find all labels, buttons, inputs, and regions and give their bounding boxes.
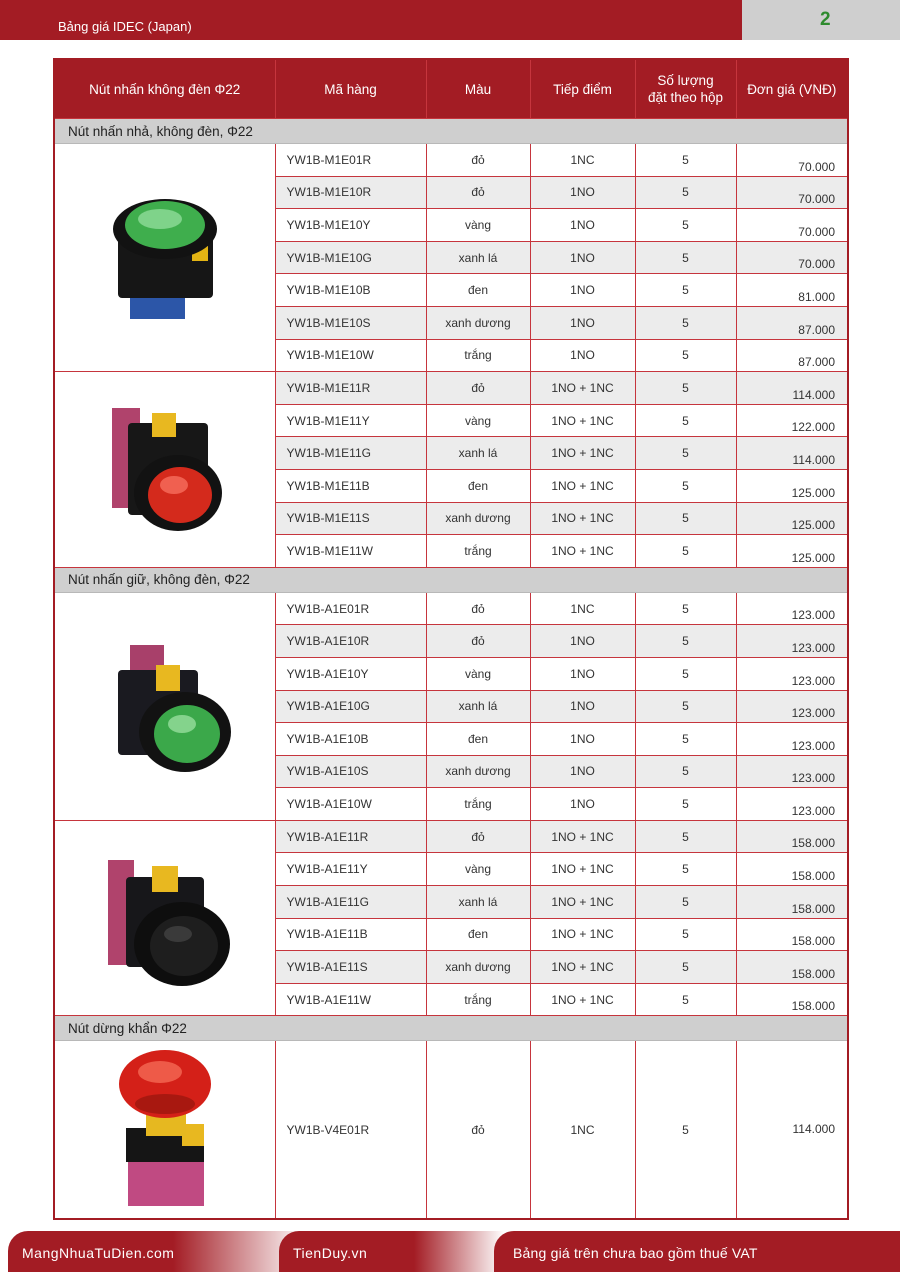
box-qty-cell: 5 [635,176,736,209]
unit-price-cell: 158.000 [736,951,848,984]
contact-cell: 1NO + 1NC [530,886,635,919]
product-code-cell: YW1B-M1E10R [275,176,426,209]
box-qty-cell: 5 [635,983,736,1016]
box-qty-cell: 5 [635,853,736,886]
unit-price-cell: 81.000 [736,274,848,307]
color-cell: xanh lá [426,241,530,274]
color-cell: đỏ [426,176,530,209]
unit-price-cell: 123.000 [736,657,848,690]
green-maintained-pushbutton-image [54,592,275,820]
box-qty-cell: 5 [635,625,736,658]
column-header-product: Nút nhấn không đèn Φ22 [54,59,275,119]
price-table [53,58,849,1220]
footer-note-block [494,1231,900,1272]
box-qty-cell: 5 [635,918,736,951]
page-number-box [742,0,900,40]
contact-cell: 1NO + 1NC [530,404,635,437]
color-cell: vàng [426,209,530,242]
product-code-cell: YW1B-M1E10W [275,339,426,372]
contact-cell: 1NO [530,176,635,209]
contact-cell: 1NC [530,592,635,625]
product-code-cell: YW1B-M1E11W [275,535,426,568]
color-cell: đen [426,469,530,502]
contact-cell: 1NO [530,788,635,821]
table-row [54,592,848,625]
product-code-cell: YW1B-A1E10G [275,690,426,723]
box-qty-cell: 5 [635,788,736,821]
section-title: Nút dừng khẩn Φ22 [54,1016,848,1041]
color-cell: trắng [426,788,530,821]
color-cell: xanh lá [426,437,530,470]
footer-site1-block [8,1231,308,1272]
box-qty-cell: 5 [635,755,736,788]
color-cell: đen [426,723,530,756]
top-header-bar [0,0,742,40]
unit-price-cell: 70.000 [736,144,848,177]
contact-cell: 1NO + 1NC [530,983,635,1016]
unit-price-cell: 123.000 [736,723,848,756]
unit-price-cell: 122.000 [736,404,848,437]
contact-cell: 1NO + 1NC [530,535,635,568]
contact-cell: 1NO [530,274,635,307]
section-header-row [54,1016,848,1041]
box-qty-cell: 5 [635,372,736,405]
emergency-stop-button-image [54,1041,275,1220]
color-cell: vàng [426,853,530,886]
color-cell: xanh dương [426,502,530,535]
unit-price-cell: 123.000 [736,625,848,658]
red-flush-pushbutton-image [54,372,275,568]
unit-price-cell: 158.000 [736,853,848,886]
table-body [54,119,848,1220]
contact-cell: 1NO + 1NC [530,469,635,502]
product-code-cell: YW1B-M1E10G [275,241,426,274]
contact-cell: 1NO + 1NC [530,853,635,886]
unit-price-cell: 123.000 [736,690,848,723]
column-header-box-qty: Số lượng đặt theo hộp [635,59,736,119]
table-row [54,144,848,177]
unit-price-cell: 70.000 [736,241,848,274]
product-code-cell: YW1B-A1E11W [275,983,426,1016]
table-header-row [54,59,848,119]
color-cell: trắng [426,339,530,372]
contact-cell: 1NC [530,144,635,177]
box-qty-cell: 5 [635,723,736,756]
product-code-cell: YW1B-A1E10S [275,755,426,788]
box-qty-cell: 5 [635,820,736,853]
box-qty-cell: 5 [635,404,736,437]
contact-cell: 1NO + 1NC [530,502,635,535]
color-cell: đỏ [426,820,530,853]
box-qty-cell: 5 [635,592,736,625]
column-header-color: Màu [426,59,530,119]
table-row [54,820,848,853]
unit-price-cell: 123.000 [736,755,848,788]
contact-cell: 1NO [530,209,635,242]
contact-cell: 1NO + 1NC [530,820,635,853]
column-header-contact: Tiếp điểm [530,59,635,119]
box-qty-cell: 5 [635,690,736,723]
contact-cell: 1NO + 1NC [530,918,635,951]
unit-price-cell: 87.000 [736,306,848,339]
color-cell: đỏ [426,1041,530,1220]
product-code-cell: YW1B-A1E11R [275,820,426,853]
contact-cell: 1NO [530,306,635,339]
color-cell: đỏ [426,372,530,405]
box-qty-cell: 5 [635,502,736,535]
table-row [54,1041,848,1220]
product-code-cell: YW1B-M1E11Y [275,404,426,437]
color-cell: xanh lá [426,886,530,919]
footer-vat-note: Bảng giá trên chưa bao gồm thuế VAT [513,1245,758,1261]
product-code-cell: YW1B-M1E10B [275,274,426,307]
color-cell: xanh dương [426,951,530,984]
color-cell: trắng [426,535,530,568]
color-cell: đỏ [426,592,530,625]
box-qty-cell: 5 [635,535,736,568]
column-header-code: Mã hàng [275,59,426,119]
unit-price-cell: 158.000 [736,983,848,1016]
footer-site2-link[interactable]: TienDuy.vn [293,1245,368,1261]
box-qty-cell: 5 [635,209,736,242]
product-code-cell: YW1B-M1E11B [275,469,426,502]
product-code-cell: YW1B-A1E01R [275,592,426,625]
box-qty-cell: 5 [635,886,736,919]
header-title: Bảng giá IDEC (Japan) [58,19,192,34]
color-cell: xanh lá [426,690,530,723]
table-row [54,372,848,405]
box-qty-cell: 5 [635,657,736,690]
unit-price-cell: 70.000 [736,209,848,242]
unit-price-cell: 158.000 [736,886,848,919]
color-cell: vàng [426,657,530,690]
unit-price-cell: 114.000 [736,437,848,470]
product-code-cell: YW1B-M1E11G [275,437,426,470]
section-header-row [54,119,848,144]
unit-price-cell: 123.000 [736,592,848,625]
product-code-cell: YW1B-M1E11S [275,502,426,535]
box-qty-cell: 5 [635,437,736,470]
section-header-row [54,567,848,592]
box-qty-cell: 5 [635,144,736,177]
product-code-cell: YW1B-A1E11G [275,886,426,919]
unit-price-cell: 158.000 [736,820,848,853]
unit-price-cell: 125.000 [736,535,848,568]
box-qty-cell: 5 [635,1041,736,1220]
page-number: 2 [820,9,831,30]
section-title: Nút nhấn giữ, không đèn, Φ22 [54,567,848,592]
contact-cell: 1NO + 1NC [530,372,635,405]
color-cell: đỏ [426,625,530,658]
color-cell: trắng [426,983,530,1016]
contact-cell: 1NO [530,755,635,788]
product-code-cell: YW1B-A1E10Y [275,657,426,690]
box-qty-cell: 5 [635,274,736,307]
color-cell: đen [426,274,530,307]
contact-cell: 1NC [530,1041,635,1220]
color-cell: vàng [426,404,530,437]
section-title: Nút nhấn nhả, không đèn, Φ22 [54,119,848,144]
column-header-unit-price: Đơn giá (VNĐ) [736,59,848,119]
product-code-cell: YW1B-A1E11S [275,951,426,984]
unit-price-cell: 123.000 [736,788,848,821]
unit-price-cell: 158.000 [736,918,848,951]
product-code-cell: YW1B-V4E01R [275,1041,426,1220]
unit-price-cell: 125.000 [736,469,848,502]
contact-cell: 1NO + 1NC [530,951,635,984]
contact-cell: 1NO [530,625,635,658]
product-code-cell: YW1B-A1E11B [275,918,426,951]
unit-price-cell: 125.000 [736,502,848,535]
product-code-cell: YW1B-M1E11R [275,372,426,405]
product-code-cell: YW1B-M1E01R [275,144,426,177]
box-qty-cell: 5 [635,241,736,274]
product-code-cell: YW1B-M1E10Y [275,209,426,242]
color-cell: xanh dương [426,306,530,339]
product-code-cell: YW1B-A1E10W [275,788,426,821]
green-flush-pushbutton-image [54,144,275,372]
product-code-cell: YW1B-A1E10R [275,625,426,658]
unit-price-cell: 114.000 [736,1041,848,1220]
contact-cell: 1NO [530,723,635,756]
box-qty-cell: 5 [635,306,736,339]
product-code-cell: YW1B-M1E10S [275,306,426,339]
color-cell: đen [426,918,530,951]
contact-cell: 1NO [530,339,635,372]
box-qty-cell: 5 [635,339,736,372]
product-code-cell: YW1B-A1E10B [275,723,426,756]
unit-price-cell: 114.000 [736,372,848,405]
contact-cell: 1NO + 1NC [530,437,635,470]
box-qty-cell: 5 [635,469,736,502]
contact-cell: 1NO [530,657,635,690]
contact-cell: 1NO [530,241,635,274]
product-code-cell: YW1B-A1E11Y [275,853,426,886]
color-cell: xanh dương [426,755,530,788]
color-cell: đỏ [426,144,530,177]
box-qty-cell: 5 [635,951,736,984]
unit-price-cell: 87.000 [736,339,848,372]
footer-site1-link[interactable]: MangNhuaTuDien.com [22,1245,175,1261]
black-maintained-pushbutton-image [54,820,275,1016]
unit-price-cell: 70.000 [736,176,848,209]
contact-cell: 1NO [530,690,635,723]
footer-site2-block [279,1231,504,1272]
